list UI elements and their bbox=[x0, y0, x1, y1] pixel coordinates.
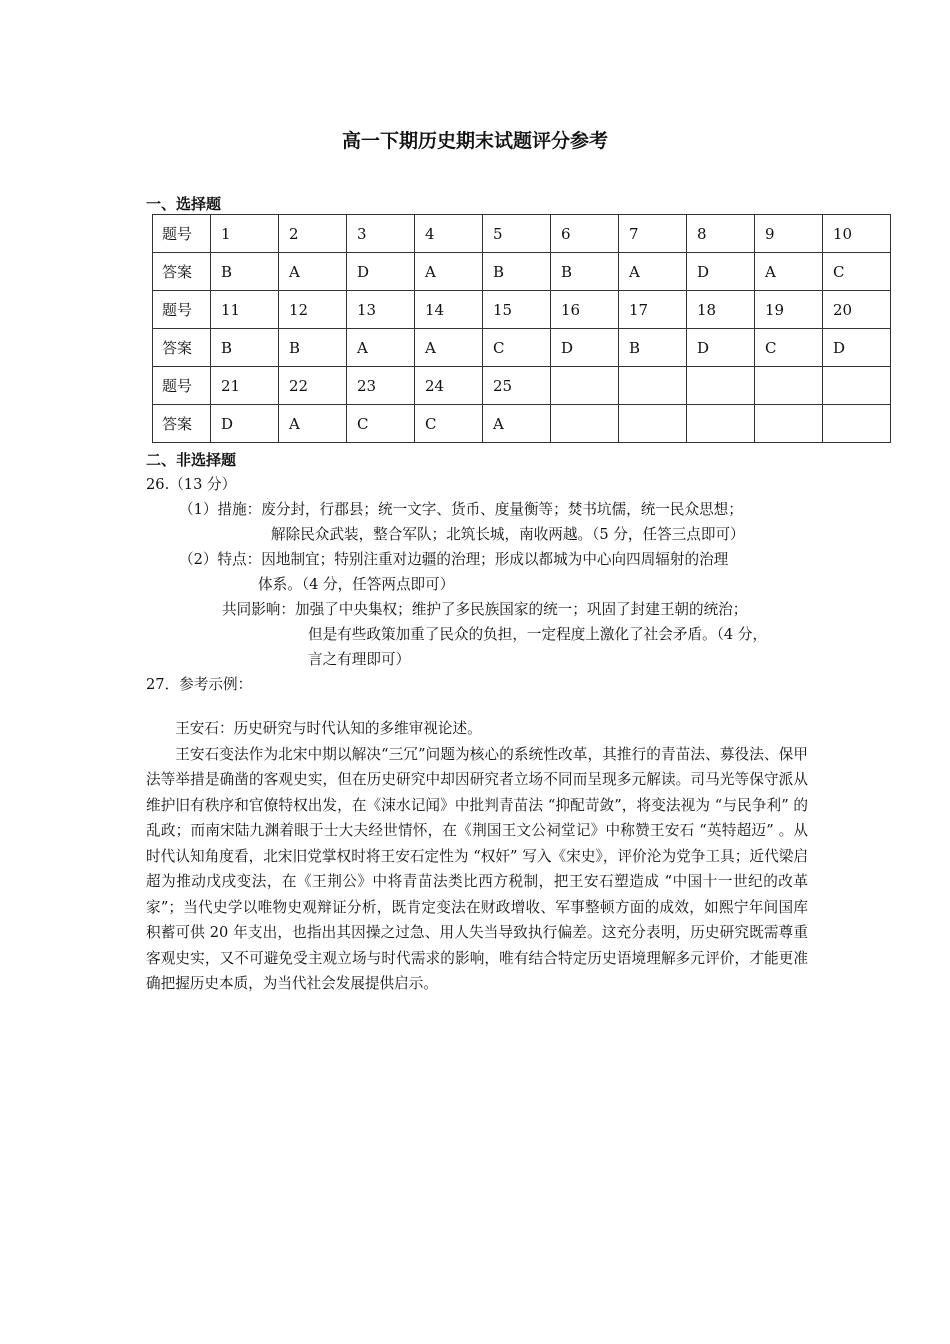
table-row bbox=[153, 291, 891, 329]
table-cell: 16 bbox=[551, 291, 619, 329]
table-cell: 5 bbox=[483, 215, 551, 253]
table-cell: A bbox=[415, 329, 483, 367]
table-cell: A bbox=[279, 253, 347, 291]
q27-essay bbox=[146, 716, 808, 997]
table-cell: D bbox=[823, 329, 891, 367]
table-cell: C bbox=[415, 405, 483, 443]
table-cell: 3 bbox=[347, 215, 415, 253]
table-cell: 15 bbox=[483, 291, 551, 329]
table-cell bbox=[619, 367, 687, 405]
table-row bbox=[153, 329, 891, 367]
answer-table bbox=[152, 214, 891, 443]
table-cell: A bbox=[755, 253, 823, 291]
table-cell: B bbox=[551, 253, 619, 291]
table-row-header: 答案 bbox=[153, 329, 211, 367]
table-row-header: 题号 bbox=[153, 367, 211, 405]
table-cell: D bbox=[687, 329, 755, 367]
q26-line: 言之有理即可） bbox=[308, 651, 411, 668]
q27-thesis: 王安石：历史研究与时代认知的多维审视论述。 bbox=[175, 720, 482, 737]
table-cell: D bbox=[347, 253, 415, 291]
table-cell: 13 bbox=[347, 291, 415, 329]
table-cell: C bbox=[755, 329, 823, 367]
table-cell: 2 bbox=[279, 215, 347, 253]
table-cell: 4 bbox=[415, 215, 483, 253]
table-cell: 11 bbox=[211, 291, 279, 329]
table-cell: 12 bbox=[279, 291, 347, 329]
table-cell: D bbox=[687, 253, 755, 291]
table-row-header: 答案 bbox=[153, 253, 211, 291]
table-cell bbox=[551, 367, 619, 405]
table-cell bbox=[823, 405, 891, 443]
table-cell: 14 bbox=[415, 291, 483, 329]
table-cell: 23 bbox=[347, 367, 415, 405]
table-cell: 9 bbox=[755, 215, 823, 253]
table-cell: 18 bbox=[687, 291, 755, 329]
table-row-header: 题号 bbox=[153, 291, 211, 329]
q26-line: （2）特点：因地制宜；特别注重对边疆的治理；形成以都城为中心向四周辐射的治理 bbox=[179, 551, 729, 568]
table-cell: 19 bbox=[755, 291, 823, 329]
table-cell bbox=[755, 405, 823, 443]
table-cell: A bbox=[483, 405, 551, 443]
table-cell: B bbox=[211, 329, 279, 367]
table-row bbox=[153, 253, 891, 291]
table-row-header: 答案 bbox=[153, 405, 211, 443]
table-cell: 20 bbox=[823, 291, 891, 329]
table-cell: 7 bbox=[619, 215, 687, 253]
q27-header: 27．参考示例： bbox=[146, 676, 253, 693]
table-cell bbox=[619, 405, 687, 443]
q26-line: （1）措施：废分封，行郡县；统一文字、货币、度量衡等；焚书坑儒，统一民众思想； bbox=[179, 501, 743, 518]
table-cell: A bbox=[619, 253, 687, 291]
table-cell bbox=[551, 405, 619, 443]
section-heading-choice: 一、选择题 bbox=[146, 195, 222, 213]
table-cell: 22 bbox=[279, 367, 347, 405]
table-cell: 6 bbox=[551, 215, 619, 253]
table-cell: A bbox=[415, 253, 483, 291]
q26-line: 解除民众武装，整合军队；北筑长城，南收两越。（5 分，任答三点即可） bbox=[271, 526, 745, 543]
table-cell: A bbox=[347, 329, 415, 367]
table-cell: 1 bbox=[211, 215, 279, 253]
q27-body: 王安石变法作为北宋中期以解决“三冗”问题为核心的系统性改革，其推行的青苗法、募役法、保甲法等举措是确凿的客观史实，但在历史研究中却因研究者立场不同而呈现多元解读。司马光等保守派从维护旧有秩序和官僚特权出发，在《涑水记闻》中批判青苗法 “抑配苛敛”，将变法视为 “与民争利” 的乱政；而南宋陆九渊着眼于士大夫经世情怀，在《荆国王文公祠堂记》中称赞王安石 “英特超迈” 。从时代认知角度看，北宋旧党掌权时将王安石定性为 “权奸” 写入《宋史》，评价沦为党争工具；近代梁启超为推动戊戌变法，在《王荆公》中将青苗法类比西方税制，把王安石塑造成 “中国十一世纪的改革家”；当代史学以唯物史观辩证分析，既肯定变法在财政增收、军事整顿方面的成效，如熙宁年间国库积蓄可供 20 年支出，也指出其因操之过急、用人失当导致执行偏差。这充分表明，历史研究既需尊重客观史实，又不可避免受主观立场与时代需求的影响，唯有结合特定历史语境理解多元评价，才能更准确把握历史本质，为当代社会发展提供启示。 bbox=[146, 745, 808, 992]
table-cell: C bbox=[347, 405, 415, 443]
table-cell: 17 bbox=[619, 291, 687, 329]
table-cell: C bbox=[823, 253, 891, 291]
table-row bbox=[153, 367, 891, 405]
table-cell: 8 bbox=[687, 215, 755, 253]
table-cell: A bbox=[279, 405, 347, 443]
section-heading-nonchoice: 二、非选择题 bbox=[146, 451, 237, 469]
q26-header: 26.（13 分） bbox=[146, 476, 237, 493]
table-cell: 10 bbox=[823, 215, 891, 253]
table-row bbox=[153, 215, 891, 253]
table-cell bbox=[687, 405, 755, 443]
q26-line: 共同影响：加强了中央集权；维护了多民族国家的统一；巩固了封建王朝的统治； bbox=[222, 601, 748, 618]
table-cell: D bbox=[551, 329, 619, 367]
table-cell: 25 bbox=[483, 367, 551, 405]
table-cell: D bbox=[211, 405, 279, 443]
table-row-header: 题号 bbox=[153, 215, 211, 253]
table-row bbox=[153, 405, 891, 443]
table-cell: B bbox=[483, 253, 551, 291]
q26-line: 但是有些政策加重了民众的负担，一定程度上激化了社会矛盾。（4 分， bbox=[308, 626, 768, 643]
table-cell bbox=[755, 367, 823, 405]
table-cell: 24 bbox=[415, 367, 483, 405]
q26-line: 体系。（4 分，任答两点即可） bbox=[258, 576, 455, 593]
page-title: 高一下期历史期末试题评分参考 bbox=[341, 130, 608, 152]
table-cell: B bbox=[619, 329, 687, 367]
table-cell bbox=[687, 367, 755, 405]
table-cell bbox=[823, 367, 891, 405]
table-cell: 21 bbox=[211, 367, 279, 405]
table-cell: B bbox=[279, 329, 347, 367]
table-cell: B bbox=[211, 253, 279, 291]
table-cell: C bbox=[483, 329, 551, 367]
